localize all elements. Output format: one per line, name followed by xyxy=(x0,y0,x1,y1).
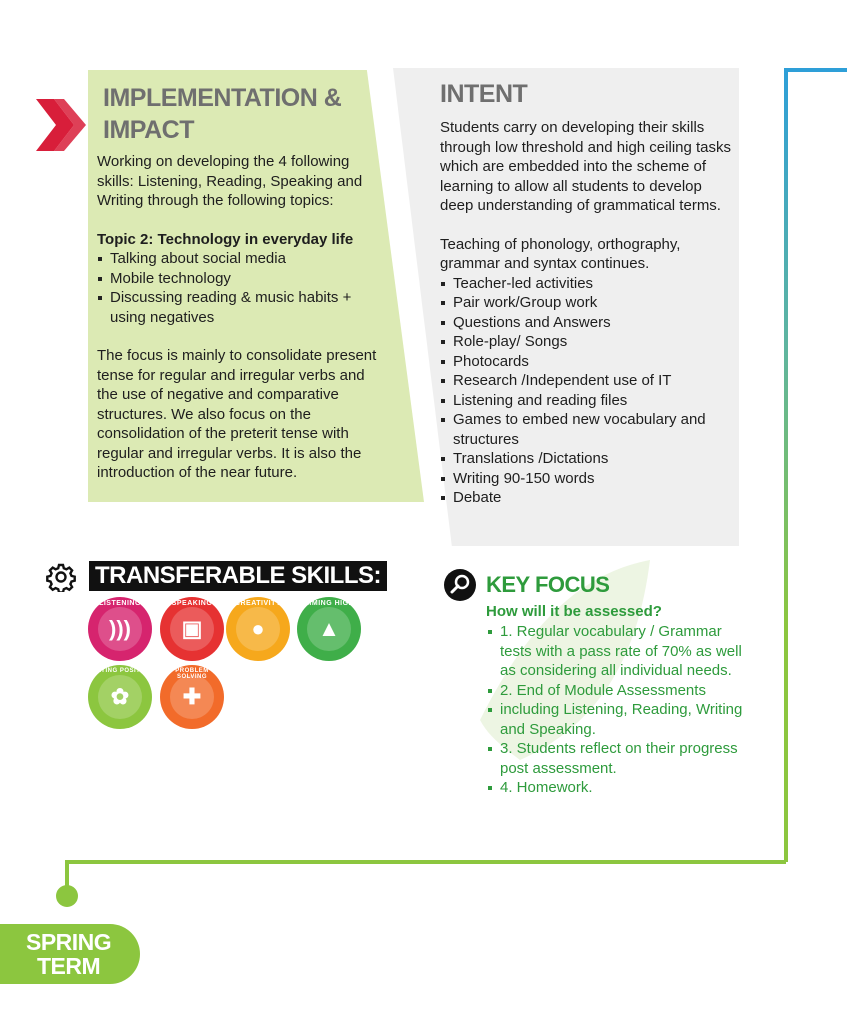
seedling-icon: ✿ xyxy=(110,684,130,709)
key-focus-body xyxy=(487,622,747,798)
implementation-title: IMPLEMENTATION & IMPACT xyxy=(103,84,342,144)
list-item: 2. End of Module Assessments xyxy=(487,681,747,701)
double-chevron-icon xyxy=(30,95,92,155)
intent-paragraph: Students carry on developing their skills through low threshold and high ceiling tasks which are embedded into the scheme of learning to allow all students to develop deep understanding of grammatical terms. xyxy=(440,119,732,214)
implementation-focus: The focus is mainly to consolidate present tense for regular and irregular verbs and the use of negative and comparative structures. We also focus on the consolidation of the preterit tense with regular and irregular verbs. It is also the introduction of the near future. xyxy=(97,347,377,481)
problem-solving-badge: PROBLEM SOLVING ✚ xyxy=(160,665,224,729)
list-item: Photocards xyxy=(440,352,732,372)
list-item: Talking about social media xyxy=(97,249,387,269)
topic-heading: Topic 2: Technology in everyday life xyxy=(97,230,354,248)
spring-term-badge xyxy=(0,924,140,984)
magnifier-icon xyxy=(443,568,477,602)
list-item: Games to embed new vocabulary and structures xyxy=(440,410,732,449)
puzzle-icon: ✚ xyxy=(182,684,202,709)
list-item: Teacher-led activities xyxy=(440,274,732,294)
list-item: 1. Regular vocabulary / Grammar tests with a pass rate of 70% as well as considering all individual needs. xyxy=(487,622,747,681)
mountain-flag-icon: ▲ xyxy=(318,616,340,641)
intent-body xyxy=(440,118,732,508)
implementation-body xyxy=(97,152,387,483)
list-item: Role-play/ Songs xyxy=(440,332,732,352)
list-item: Pair work/Group work xyxy=(440,293,732,313)
aiming-high-badge: AIMING HIGH ▲ xyxy=(297,597,361,661)
list-item: Listening and reading files xyxy=(440,391,732,411)
creativity-badge: CREATIVITY ● xyxy=(226,597,290,661)
list-item: 3. Students reflect on their progress post assessment. xyxy=(487,739,747,778)
implementation-intro: Working on developing the 4 following skills: Listening, Reading, Speaking and Writing through the following topics: xyxy=(97,153,363,209)
list-item: 4. Homework. xyxy=(487,778,747,798)
key-focus-question: How will it be assessed? xyxy=(486,603,662,620)
topic-list xyxy=(97,249,387,327)
list-item: Discussing reading & music habits + using negatives xyxy=(97,288,387,327)
list-item: including Listening, Reading, Writing and Speaking. xyxy=(487,700,747,739)
list-item: Debate xyxy=(440,488,732,508)
list-item: Mobile technology xyxy=(97,269,387,289)
sound-waves-icon: ))) xyxy=(109,616,131,641)
intent-paragraph: Teaching of phonology, orthography, grammar and syntax continues. xyxy=(440,235,681,272)
term-line2: TERM xyxy=(37,953,101,979)
key-focus-title: KEY FOCUS xyxy=(486,572,610,597)
term-line1: SPRING xyxy=(26,929,112,955)
list-item: Research /Independent use of IT xyxy=(440,371,732,391)
intent-title: INTENT xyxy=(440,80,528,108)
assessment-list xyxy=(487,622,747,798)
list-item: Translations /Dictations xyxy=(440,449,732,469)
speaking-badge: SPEAKING ▣ xyxy=(160,597,224,661)
speech-bubble-icon: ▣ xyxy=(181,616,203,641)
path-node xyxy=(56,885,78,907)
lightbulb-icon: ● xyxy=(251,616,265,641)
staying-positive-badge: STAYING POSITIVE ✿ xyxy=(88,665,152,729)
list-item: Writing 90-150 words xyxy=(440,469,732,489)
listening-badge: LISTENING ))) xyxy=(88,597,152,661)
intent-list xyxy=(440,274,732,508)
transferable-skills-title: TRANSFERABLE SKILLS: xyxy=(89,561,387,591)
gear-icon xyxy=(46,562,76,592)
list-item: Questions and Answers xyxy=(440,313,732,333)
